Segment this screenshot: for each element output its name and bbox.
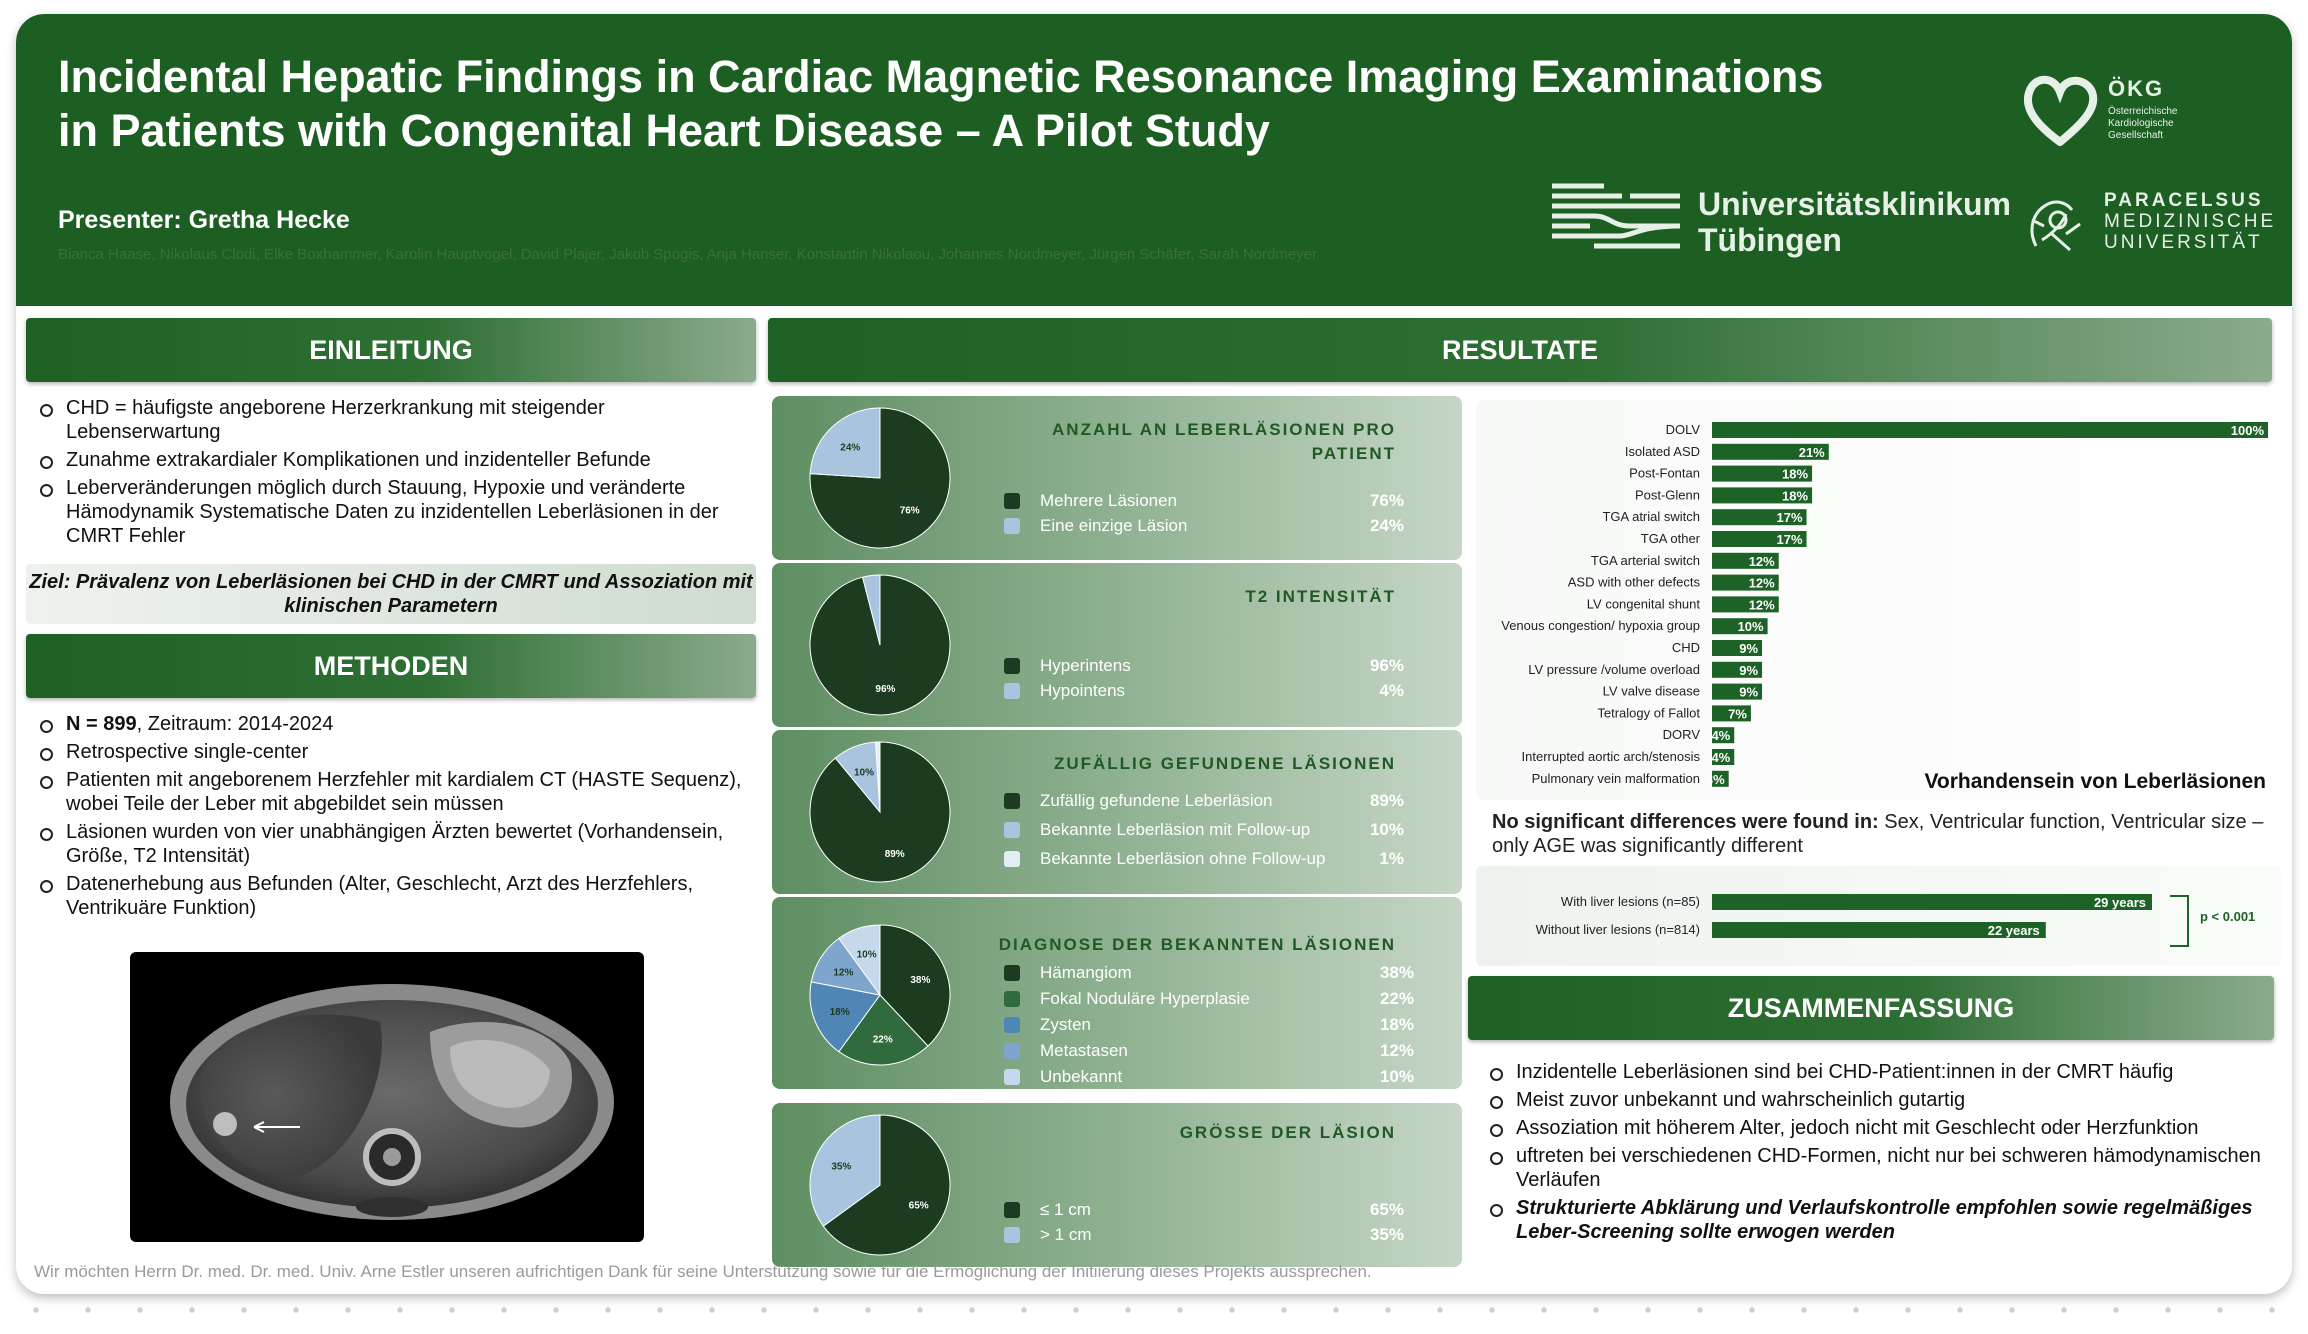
legend-label: Bekannte Leberläsion ohne Follow-up — [1040, 848, 1326, 868]
acknowledgement: Wir möchten Herrn Dr. med. Dr. med. Univ. Arne Estler unseren aufrichtigen Dank für seine Unterstützung sowie für die Ermöglichung der Initiierung dieses Projekts aussprechen. — [34, 1262, 1372, 1281]
legend-swatch — [1004, 658, 1020, 674]
legend-item — [1004, 1222, 1404, 1247]
pmu-logo-text: PARACELSUS MEDIZINISCHE UNIVERSITÄT — [2104, 190, 2277, 253]
legend-value: 24% — [1369, 515, 1404, 535]
legend-item — [1004, 1012, 1414, 1037]
bar-value-label: 10% — [1737, 619, 1764, 635]
legend-value: 18% — [1379, 1014, 1414, 1034]
legend-swatch — [1004, 851, 1020, 867]
pie-legend — [1004, 488, 1404, 538]
legend-label: > 1 cm — [1040, 1224, 1092, 1244]
list-item: Inzidentelle Leberläsionen sind bei CHD-Patient:innen in der CMRT häufig — [1476, 1060, 2286, 1084]
legend-value: 76% — [1369, 490, 1404, 510]
pie-card-t2-intensity — [772, 563, 1462, 727]
poster-title: Incidental Hepatic Findings in Cardiac Magnetic Resonance Imaging Examinations in Patients with Congenital Heart Disease – A Pilot Study — [58, 51, 1824, 156]
bar-category-label: ASD with other defects — [1567, 574, 1700, 590]
pie-title: GRÖSSE DER LÄSION — [1179, 1123, 1396, 1142]
legend-item — [1004, 653, 1404, 678]
bar-category-label: DORV — [1662, 727, 1700, 743]
age-comparison-panel — [1476, 866, 2282, 966]
legend-swatch — [1004, 793, 1020, 809]
pie-slice-label: 12% — [833, 967, 854, 979]
legend-value: 89% — [1369, 790, 1404, 810]
legend-item — [1004, 1038, 1414, 1063]
resultate-heading: RESULTATE — [768, 318, 2272, 382]
bar-value-label: 17% — [1776, 532, 1803, 547]
bar-value-label: 12% — [1748, 553, 1775, 569]
bar-category-label: Post-Fontan — [1629, 465, 1700, 481]
methoden-heading: METHODEN — [26, 634, 756, 698]
bar-value-label: 4% — [1711, 728, 1731, 744]
legend-value: 12% — [1379, 1040, 1414, 1060]
legend-item — [1004, 817, 1404, 842]
bar-value-label: 18% — [1782, 488, 1809, 504]
pie-card-size — [772, 1103, 1462, 1267]
pie-slice-label: 18% — [829, 1006, 850, 1018]
bar-category-label: CHD — [1671, 640, 1700, 655]
zusammenfassung-heading: ZUSAMMENFASSUNG — [1468, 976, 2274, 1040]
list-item: Zunahme extrakardialer Komplikationen und inzidenteller Befunde — [26, 448, 756, 472]
legend-swatch — [1004, 1069, 1020, 1085]
presenter: Presenter: Gretha Hecke — [58, 206, 350, 234]
ukt-stripes-logo-icon — [1550, 180, 1682, 254]
legend-value: 1% — [1379, 848, 1404, 868]
legend-label: ≤ 1 cm — [1040, 1199, 1091, 1219]
pie-slice-label: 22% — [872, 1034, 893, 1046]
pie-slice-label: 76% — [899, 505, 920, 517]
bar-value-label: 9% — [1739, 641, 1759, 656]
bar-value-label: 100% — [2230, 423, 2264, 438]
bar-value-label: 4% — [1711, 750, 1731, 765]
legend-item — [1004, 488, 1404, 513]
legend-item — [1004, 513, 1404, 538]
pie-slice-label: 89% — [884, 848, 905, 860]
pie-slice-label: 38% — [910, 975, 931, 987]
list-item: Leberveränderungen möglich durch Stauung, Hypoxie und veränderte Hämodynamik Systematische Daten zu inzidentellen Leberläsionen in der CMRT Fehler — [26, 476, 756, 548]
bar — [1712, 894, 2152, 910]
legend-item — [1004, 986, 1414, 1011]
pie-title: ZUFÄLLIG GEFUNDENE LÄSIONEN — [1053, 754, 1396, 773]
bar-category-label: Post-Glenn — [1634, 487, 1700, 503]
legend-value: 22% — [1379, 988, 1414, 1008]
legend-label: Fokal Noduläre Hyperplasie — [1040, 988, 1250, 1008]
pie-slice-label: 10% — [856, 949, 877, 961]
footer-dots — [10, 1307, 2280, 1313]
poster — [16, 14, 2292, 1294]
bar-category-label: LV congenital shunt — [1586, 596, 1700, 612]
bar-category-label: DOLV — [1665, 422, 1700, 437]
mri-image — [130, 952, 644, 1242]
legend-value: 35% — [1369, 1224, 1404, 1244]
pmu-crest-logo-icon — [2022, 190, 2088, 256]
study-goal: Ziel: Prävalenz von Leberläsionen bei CHD in der CMRT und Assoziation mit klinischen Parametern — [26, 564, 756, 624]
einleitung-heading: EINLEITUNG — [26, 318, 756, 382]
author-list: Bianca Haase, Nikolaus Clodi, Elke Boxhammer, Karolin Hauptvogel, David Plajer, Jakob Spogis, Anja Hanser, Konstantin Nikolaou, Johannes Nordmeyer, Jürgen Schäfer, Sarah Nordmeyer — [58, 246, 1318, 263]
lesion-prevalence-panel — [1476, 400, 2282, 800]
lesion-prevalence-bar-chart — [1476, 400, 2282, 800]
bar-value-label: 3% — [1705, 771, 1725, 787]
legend-item — [1004, 678, 1404, 703]
legend-swatch — [1004, 683, 1020, 699]
legend-label: Unbekannt — [1040, 1066, 1123, 1086]
bar-category-label: Interrupted aortic arch/stenosis — [1521, 749, 1700, 764]
list-item: Retrospective single-center — [26, 740, 761, 764]
methoden-list — [26, 712, 761, 924]
pie-slice-label: 35% — [831, 1161, 852, 1173]
bar — [1712, 422, 2268, 438]
legend-label: Hämangiom — [1040, 962, 1132, 982]
legend-value: 96% — [1369, 655, 1404, 675]
legend-label: Metastasen — [1040, 1040, 1128, 1060]
pie-chart-incidental — [806, 738, 954, 886]
header — [16, 14, 2292, 306]
bar-category-label: Without liver lesions (n=814) — [1535, 922, 1700, 937]
list-item: Datenerhebung aus Befunden (Alter, Geschlecht, Arzt des Herzfehlers, Ventrikuäre Funktion) — [26, 872, 761, 920]
legend-swatch — [1004, 1227, 1020, 1243]
chart-title: Vorhandensein von Leberläsionen — [1924, 770, 2266, 793]
bar-category-label: With liver lesions (n=85) — [1560, 894, 1700, 909]
significance-note: No significant differences were found in: Sex, Ventricular function, Ventricular size – only AGE was significantly different — [1492, 811, 2264, 857]
legend-label: Zysten — [1040, 1014, 1092, 1034]
bar-category-label: TGA arterial switch — [1590, 552, 1700, 568]
bar-value-label: 9% — [1739, 684, 1759, 700]
list-item: Läsionen wurden von vier unabhängigen Ärzten bewertet (Vorhandensein, Größe, T2 Intensität) — [26, 820, 761, 868]
legend-value: 65% — [1369, 1199, 1404, 1219]
legend-swatch — [1004, 518, 1020, 534]
legend-swatch — [1004, 1202, 1020, 1218]
bar-value-label: 22 years — [1987, 923, 2040, 938]
legend-swatch — [1004, 991, 1020, 1007]
mri-scan-illustration — [130, 952, 644, 1242]
pie-slice-label: 10% — [854, 767, 875, 779]
legend-item — [1004, 960, 1414, 985]
significance-bracket — [2170, 896, 2188, 946]
legend-value: 4% — [1379, 680, 1404, 700]
bar-category-label: LV pressure /volume overload — [1528, 661, 1700, 677]
pie-chart-diagnosis — [806, 921, 954, 1069]
pie-legend — [1004, 960, 1414, 1090]
pie-card-incidental — [772, 730, 1462, 894]
legend-value: 10% — [1379, 1066, 1414, 1086]
heart-logo-icon — [2020, 70, 2100, 150]
bar-value-label: 18% — [1782, 466, 1809, 482]
pie-title: DIAGNOSE DER BEKANNTEN LÄSIONEN — [998, 935, 1396, 954]
zusammenfassung-list — [1476, 1060, 2286, 1248]
legend-item — [1004, 1197, 1404, 1222]
bar-value-label: 12% — [1748, 597, 1775, 613]
pie-slice-label: 24% — [840, 442, 861, 454]
pie-chart-size — [806, 1111, 954, 1259]
legend-swatch — [1004, 822, 1020, 838]
pie-chart-lesion-count — [806, 404, 954, 552]
list-item: Patienten mit angeborenem Herzfehler mit kardialem CT (HASTE Sequenz), wobei Teile der Leber mit abgebildet sein müssen — [26, 768, 761, 816]
bar-category-label: Tetralogy of Fallot — [1597, 705, 1700, 721]
age-comparison-bar-chart — [1476, 866, 2282, 966]
legend-swatch — [1004, 1043, 1020, 1059]
list-item: Strukturierte Abklärung und Verlaufskontrolle empfohlen sowie regelmäßiges Leber-Screening sollte erwogen werden — [1476, 1196, 2286, 1244]
bar-value-label: 29 years — [2093, 895, 2146, 910]
bar-value-label: 9% — [1739, 662, 1759, 678]
legend-item — [1004, 1064, 1414, 1089]
oekg-logo-text: ÖKG Österreichische Kardiologische Gesellschaft — [2108, 76, 2178, 141]
pie-slice-label: 96% — [875, 684, 896, 696]
bar-category-label: LV valve disease — [1602, 683, 1700, 699]
legend-item — [1004, 846, 1404, 871]
legend-item — [1004, 788, 1404, 813]
ukt-logo-text: Universitätsklinikum Tübingen — [1698, 186, 2011, 258]
list-item: CHD = häufigste angeborene Herzerkrankung mit steigender Lebenserwartung — [26, 396, 756, 444]
list-item: Meist zuvor unbekannt und wahrscheinlich gutartig — [1476, 1088, 2286, 1112]
legend-value: 10% — [1369, 819, 1404, 839]
legend-label: Bekannte Leberläsion mit Follow-up — [1040, 819, 1311, 839]
bar-category-label: Venous congestion/ hypoxia group — [1501, 618, 1700, 634]
pie-card-diagnosis — [772, 897, 1462, 1089]
bar-category-label: TGA other — [1640, 531, 1700, 546]
list-item: Assoziation mit höherem Alter, jedoch nicht mit Geschlecht oder Herzfunktion — [1476, 1116, 2286, 1140]
p-value-label: p < 0.001 — [2200, 909, 2256, 924]
legend-label: Hypointens — [1040, 680, 1126, 700]
legend-label: Mehrere Läsionen — [1040, 490, 1178, 510]
bar-value-label: 7% — [1728, 706, 1747, 722]
legend-swatch — [1004, 493, 1020, 509]
bar-category-label: Isolated ASD — [1624, 443, 1700, 459]
legend-label: Eine einzige Läsion — [1040, 515, 1188, 535]
legend-label: Hyperintens — [1040, 655, 1131, 675]
einleitung-list — [26, 396, 756, 552]
legend-swatch — [1004, 1017, 1020, 1033]
legend-swatch — [1004, 965, 1020, 981]
pie-card-lesion-count — [772, 396, 1462, 560]
legend-label: Zufällig gefundene Leberläsion — [1040, 790, 1273, 810]
pie-legend — [1004, 1197, 1404, 1247]
list-item: uftreten bei verschiedenen CHD-Formen, nicht nur bei schweren hämodynamischen Verläufen — [1476, 1144, 2286, 1192]
pie-legend — [1004, 788, 1404, 875]
pie-title: ANZAHL AN LEBERLÄSIONEN PRO PATIENT — [1052, 420, 1396, 463]
legend-value: 38% — [1379, 962, 1414, 982]
pie-legend — [1004, 653, 1404, 703]
pie-slice-label: 65% — [908, 1200, 929, 1212]
pie-chart-t2-intensity — [806, 571, 954, 719]
bar-value-label: 12% — [1748, 575, 1775, 591]
bar-category-label: TGA atrial switch — [1602, 509, 1700, 525]
bar-value-label: 17% — [1776, 510, 1803, 526]
pie-title: T2 INTENSITÄT — [1245, 587, 1396, 606]
bar-value-label: 21% — [1798, 444, 1825, 460]
list-item: N = 899, Zeitraum: 2014-2024 — [26, 712, 761, 736]
bar-category-label: Pulmonary vein malformation — [1531, 770, 1700, 786]
